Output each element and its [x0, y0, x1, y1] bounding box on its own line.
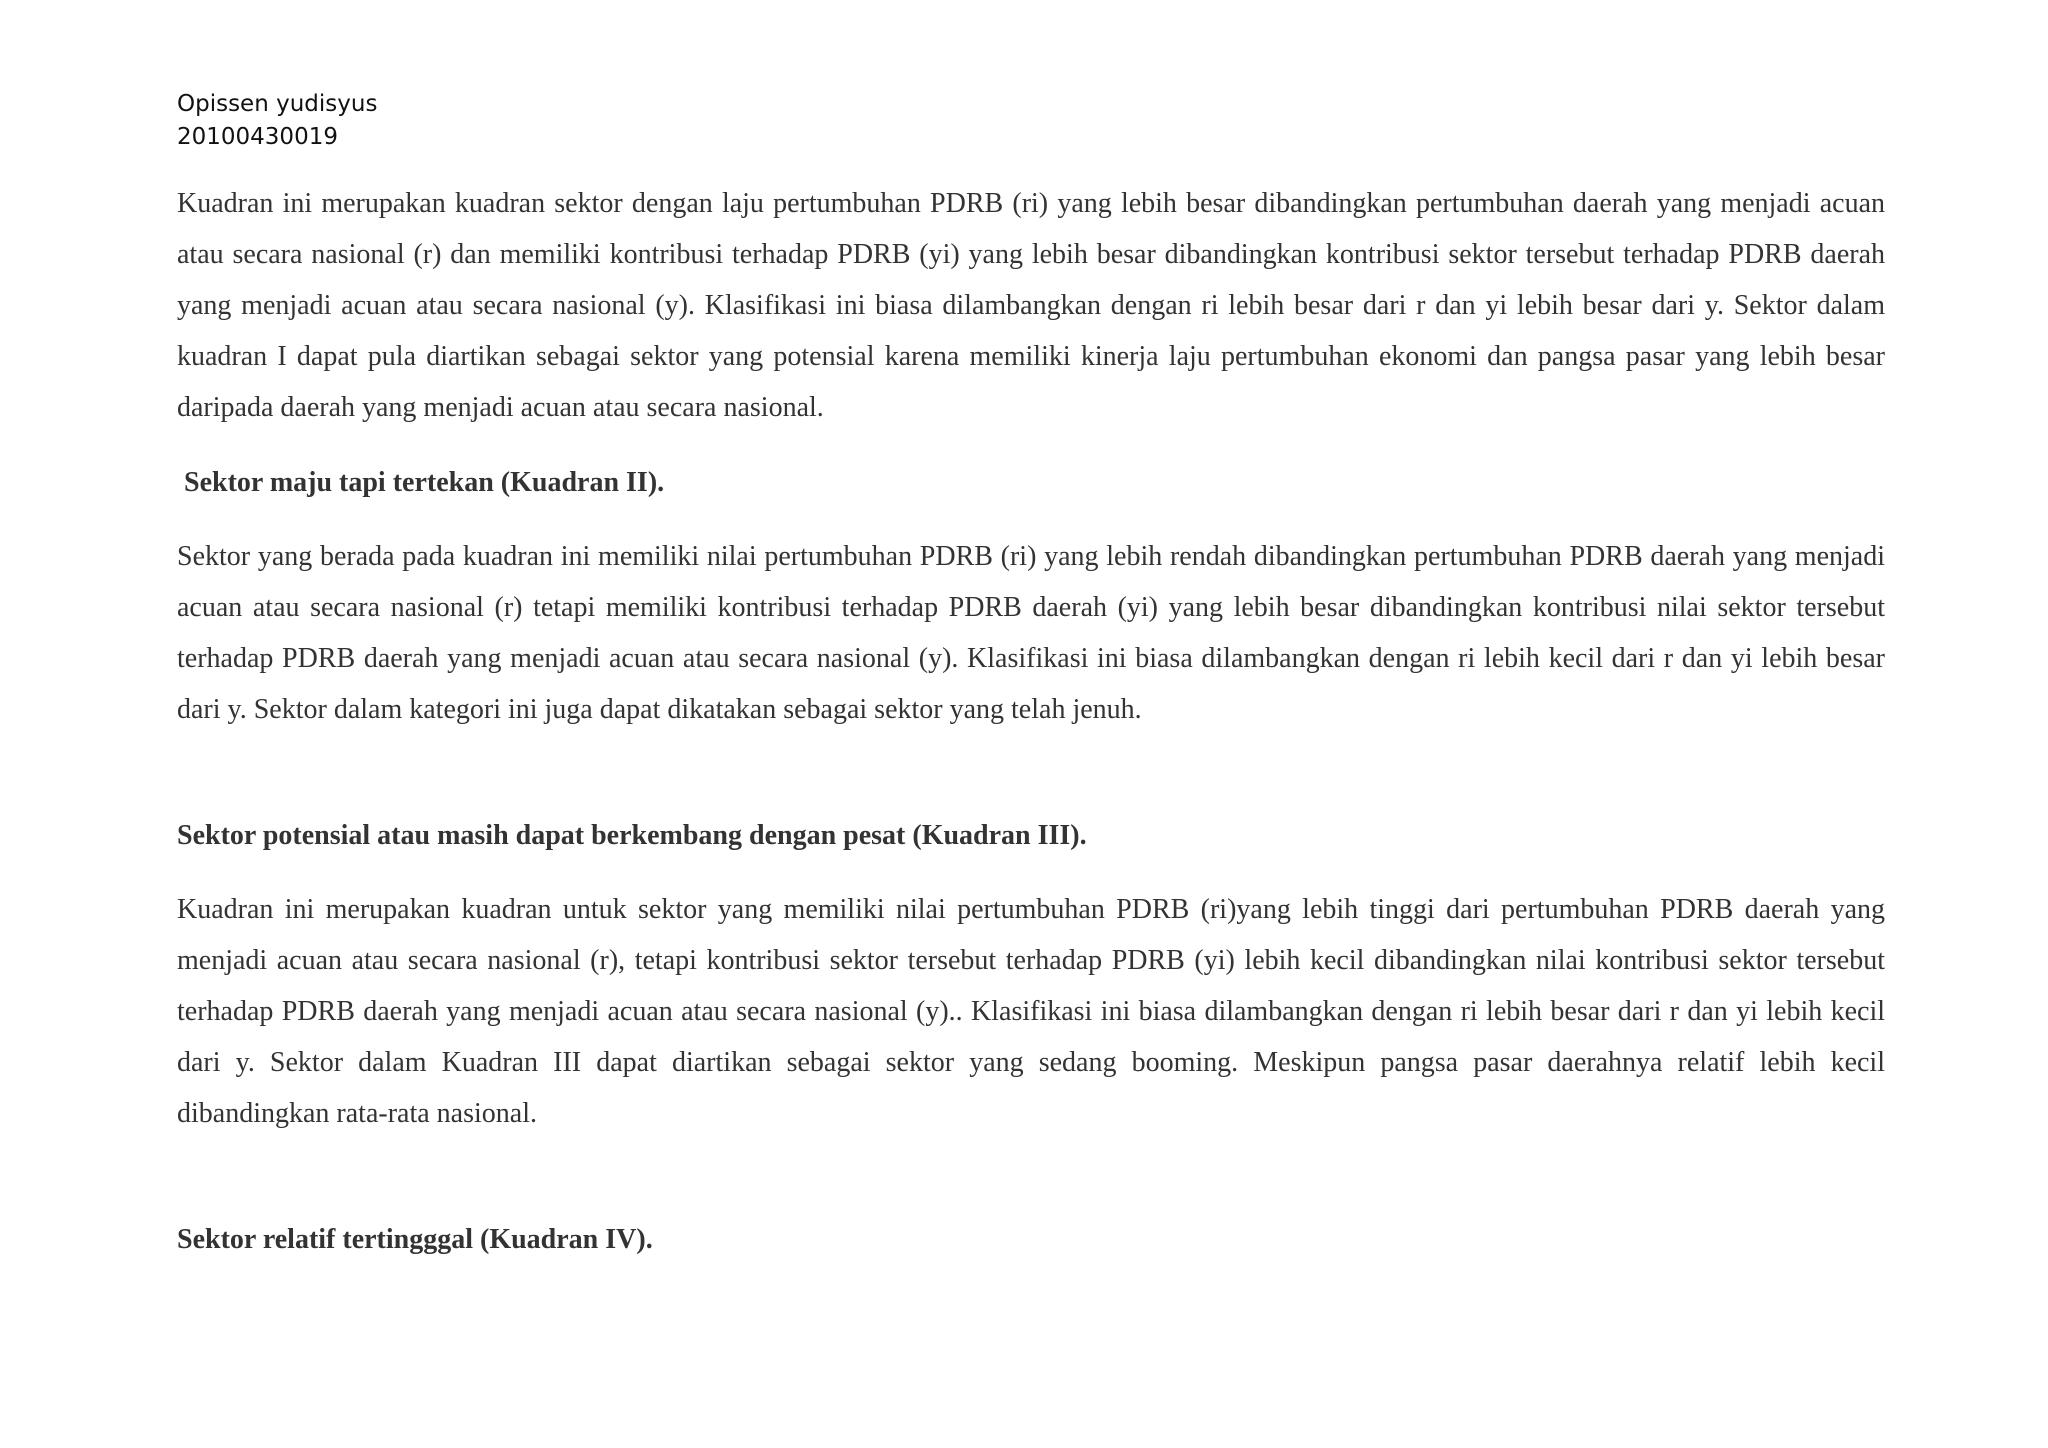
student-id: 20100430019 [177, 124, 338, 150]
heading-kuadran-4: Sektor relatif tertingggal (Kuadran IV). [177, 1224, 653, 1255]
paragraph-kuadran-2: Sektor yang berada pada kuadran ini memiliki nilai pertumbuhan PDRB (ri) yang lebih rendah dibandingkan pertumbuhan PDRB daerah yang menjadi acuan atau secara nasional (r) tetapi memiliki kontribusi terhadap PDRB daerah (yi) yang lebih besar dibandingkan kontribusi nilai sektor tersebut terhadap PDRB daerah yang menjadi acuan atau secara nasional (y). Klasifikasi ini biasa dilambangkan dengan ri lebih kecil dari r dan yi lebih besar dari y. Sektor dalam kategori ini juga dapat dikatakan sebagai sektor yang telah jenuh. [177, 541, 1885, 725]
document-header [177, 88, 377, 154]
paragraph-kuadran-3: Kuadran ini merupakan kuadran untuk sektor yang memiliki nilai pertumbuhan PDRB (ri)yang lebih tinggi dari pertumbuhan PDRB daerah yang menjadi acuan atau secara nasional (r), tetapi kontribusi sektor tersebut terhadap PDRB (yi) lebih kecil dibandingkan nilai kontribusi sektor tersebut terhadap PDRB daerah yang menjadi acuan atau secara nasional (y).. Klasifikasi ini biasa dilambangkan dengan ri lebih besar dari r dan yi lebih kecil dari y. Sektor dalam Kuadran III dapat diartikan sebagai sektor yang sedang booming. Meskipun pangsa pasar daerahnya relatif lebih kecil dibandingkan rata-rata nasional. [177, 894, 1885, 1129]
heading-kuadran-2: Sektor maju tapi tertekan (Kuadran II). [184, 467, 665, 498]
author-name: Opissen yudisyus [177, 91, 378, 117]
paragraph-kuadran-1: Kuadran ini merupakan kuadran sektor dengan laju pertumbuhan PDRB (ri) yang lebih besar dibandingkan pertumbuhan daerah yang menjadi acuan atau secara nasional (r) dan memiliki kontribusi terhadap PDRB (yi) yang lebih besar dibandingkan kontribusi sektor tersebut terhadap PDRB daerah yang menjadi acuan atau secara nasional (y). Klasifikasi ini biasa dilambangkan dengan ri lebih besar dari r dan yi lebih besar dari y. Sektor dalam kuadran I dapat pula diartikan sebagai sektor yang potensial karena memiliki kinerja laju pertumbuhan ekonomi dan pangsa pasar yang lebih besar daripada daerah yang menjadi acuan atau secara nasional. [177, 188, 1885, 423]
heading-kuadran-3: Sektor potensial atau masih dapat berkembang dengan pesat (Kuadran III). [177, 820, 1087, 851]
